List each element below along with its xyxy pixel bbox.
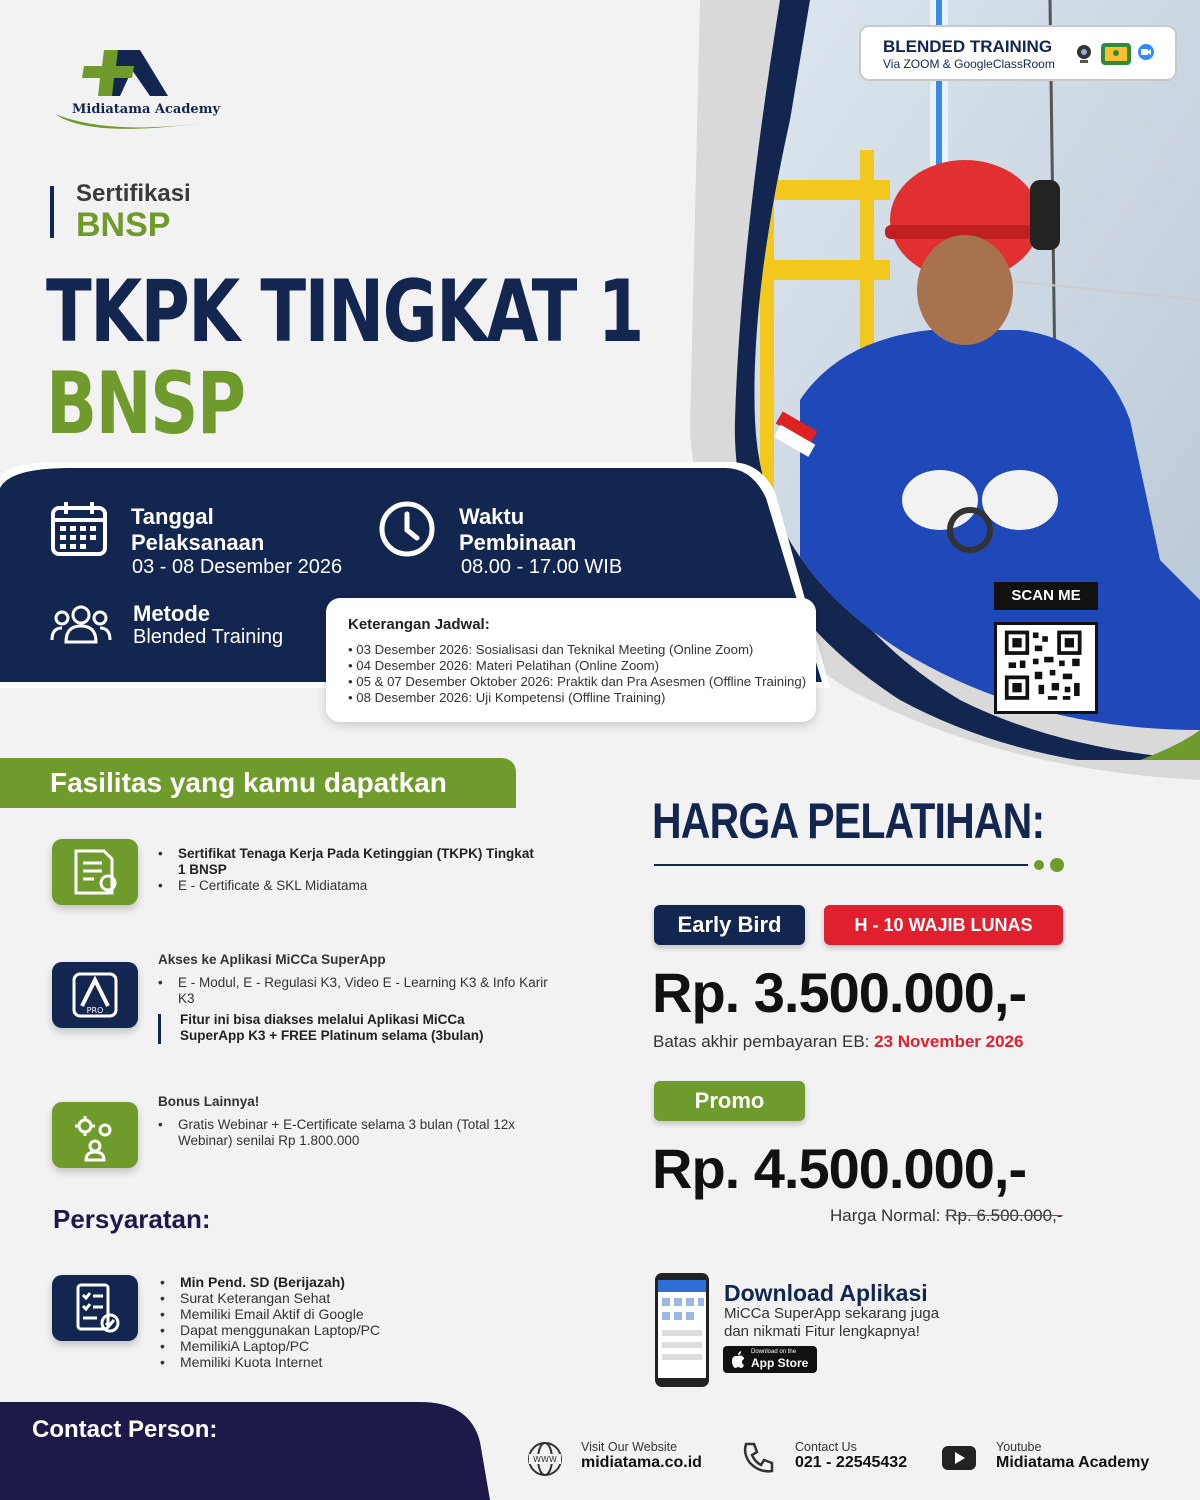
youtube-icon xyxy=(941,1445,977,1471)
checklist-icon-box xyxy=(52,1275,138,1341)
persyaratan-title: Persyaratan: xyxy=(53,1204,211,1234)
schedule-item: • 05 & 07 Desember Oktober 2026: Praktik dan Pra Asesmen (Offline Training) xyxy=(348,674,806,690)
download-line1: MiCCa SuperApp sekarang juga xyxy=(724,1305,940,1322)
store-small-text: Download on the xyxy=(751,1349,797,1355)
phone-icon xyxy=(740,1440,776,1476)
fasilitas-list-1 xyxy=(158,846,538,894)
fasilitas-title: Fasilitas yang kamu dapatkan xyxy=(50,767,447,798)
download-title: Download Aplikasi xyxy=(724,1280,928,1306)
contact-person-title: Contact Person: xyxy=(32,1416,218,1443)
app-icon-box xyxy=(52,962,138,1028)
page-title: TKPK TINGKAT 1 xyxy=(46,262,643,362)
dots-decor xyxy=(1032,858,1066,872)
schedule-item: • 03 Desember 2026: Sosialisasi dan Teknikal Meeting (Online Zoom) xyxy=(348,642,806,658)
early-bird-price: Rp. 3.500.000,- xyxy=(652,961,1027,1024)
calendar-icon xyxy=(50,500,110,558)
fasilitas-heading-3: Bonus Lainnya! xyxy=(158,1094,260,1109)
micca-pro-icon xyxy=(52,962,138,1028)
wajib-lunas-pill: H - 10 WAJIB LUNAS xyxy=(824,905,1063,945)
persyaratan-item-bold: Min Pend. SD (Berijazah) xyxy=(180,1274,345,1290)
website-value[interactable]: midiatama.co.id xyxy=(581,1454,702,1471)
promo-price: Rp. 4.500.000,- xyxy=(652,1137,1027,1200)
persyaratan-item: • Dapat menggunakan Laptop/PC xyxy=(160,1322,540,1338)
batas-line xyxy=(653,1032,1023,1052)
website-label: Visit Our Website xyxy=(581,1440,678,1454)
persyaratan-item: • Memiliki Email Aktif di Google xyxy=(160,1306,540,1322)
blended-training-badge xyxy=(859,25,1177,81)
fasilitas-item: • Gratis Webinar + E-Certificate selama 3 bulan (Total 12x Webinar) senilai Rp 1.800.000 xyxy=(158,1117,538,1149)
harga-divider xyxy=(654,864,1028,866)
fasilitas-note: Fitur ini bisa diakses melalui Aplikasi MiCCa SuperApp K3 + FREE Platinum selama (3bulan) xyxy=(180,1012,484,1043)
checklist-icon xyxy=(52,1275,138,1341)
globe-text: WWW xyxy=(533,1455,557,1464)
youtube-label: Youtube xyxy=(996,1440,1042,1454)
fasilitas-list-2 xyxy=(158,975,548,1007)
webcam-icon xyxy=(1073,43,1095,65)
persyaratan-item: • MemilikiA Laptop/PC xyxy=(160,1338,540,1354)
fasilitas-list-3 xyxy=(158,1117,538,1149)
metode-label: Metode xyxy=(133,601,210,626)
gear-user-icon xyxy=(52,1102,138,1168)
globe-icon xyxy=(527,1441,563,1477)
tanggal-value: 03 - 08 Desember 2026 xyxy=(132,556,343,578)
store-big-text: App Store xyxy=(751,1356,809,1370)
contact-value[interactable]: 021 - 22545432 xyxy=(795,1454,908,1471)
early-bird-pill: Early Bird xyxy=(654,905,805,945)
harga-title: HARGA PELATIHAN: xyxy=(652,793,1045,849)
fasilitas-item: • E - Certificate & SKL Midiatama xyxy=(158,878,538,894)
normal-text: Harga Normal: xyxy=(830,1206,941,1225)
fasilitas-item: • E - Modul, E - Regulasi K3, Video E - Learning K3 & Info Karir K3 xyxy=(158,975,548,1007)
fasilitas-item xyxy=(158,846,538,878)
waktu-label-line2: Pembinaan xyxy=(459,530,577,555)
schedule-item: • 04 Desember 2026: Materi Pelatihan (Online Zoom) xyxy=(348,658,806,674)
cert-line1: Sertifikasi xyxy=(76,180,191,207)
scan-me-label: SCAN ME xyxy=(994,582,1098,610)
normal-price-line xyxy=(830,1206,1062,1226)
persyaratan-item: • Surat Keterangan Sehat xyxy=(160,1290,540,1306)
fasilitas-item-bold: Sertifikat Tenaga Kerja Pada Ketinggian (TKPK) Tingkat 1 BNSP xyxy=(178,846,534,877)
promo-pill: Promo xyxy=(654,1081,805,1121)
note-bar xyxy=(158,1014,161,1044)
batas-date: 23 November 2026 xyxy=(874,1032,1024,1051)
schedule-title: Keterangan Jadwal: xyxy=(348,616,490,633)
tanggal-label-line1: Tanggal xyxy=(131,504,214,529)
waktu-value: 08.00 - 17.00 WIB xyxy=(461,556,623,578)
page-title-sub: BNSP xyxy=(46,354,245,454)
badge-subtitle: Via ZOOM & GoogleClassRoom xyxy=(883,57,1055,71)
tanggal-label-line2: Pelaksanaan xyxy=(131,530,265,555)
download-line2: dan nikmati Fitur lengkapnya! xyxy=(724,1323,920,1340)
schedule-list xyxy=(348,642,806,706)
clock-icon xyxy=(378,500,436,558)
waktu-label xyxy=(459,504,576,556)
contact-label: Contact Us xyxy=(795,1440,857,1454)
batas-text: Batas akhir pembayaran EB: xyxy=(653,1032,870,1051)
youtube-value[interactable]: Midiatama Academy xyxy=(996,1454,1150,1471)
schedule-item: • 08 Desember 2026: Uji Kompetensi (Offline Training) xyxy=(348,690,806,706)
bonus-icon-box xyxy=(52,1102,138,1168)
persyaratan-list xyxy=(160,1274,540,1370)
fasilitas-heading-2: Akses ke Aplikasi MiCCa SuperApp xyxy=(158,952,386,967)
google-classroom-icon xyxy=(1101,43,1131,65)
badge-title: BLENDED TRAINING xyxy=(883,37,1053,56)
cert-bar xyxy=(50,186,54,238)
group-icon xyxy=(50,604,112,644)
midiatama-logo xyxy=(50,44,220,134)
pro-text: PRO xyxy=(86,1006,104,1015)
cert-line2: BNSP xyxy=(76,206,171,244)
app-store-button[interactable] xyxy=(723,1346,817,1373)
logo-text: Midiatama Academy xyxy=(72,102,221,117)
certificate-icon-box xyxy=(52,839,138,905)
certificate-icon xyxy=(52,839,138,905)
persyaratan-item xyxy=(160,1274,540,1290)
metode-value: Blended Training xyxy=(133,626,284,648)
qr-code-icon[interactable] xyxy=(994,622,1098,714)
apple-icon xyxy=(731,1351,745,1368)
phone-mockup xyxy=(654,1272,710,1388)
normal-price: Rp. 6.500.000,- xyxy=(945,1206,1063,1225)
zoom-icon xyxy=(1135,43,1157,65)
persyaratan-item: • Memiliki Kuota Internet xyxy=(160,1354,540,1370)
waktu-label-line1: Waktu xyxy=(459,504,525,529)
schedule-card xyxy=(326,598,816,722)
tanggal-label xyxy=(131,504,264,556)
